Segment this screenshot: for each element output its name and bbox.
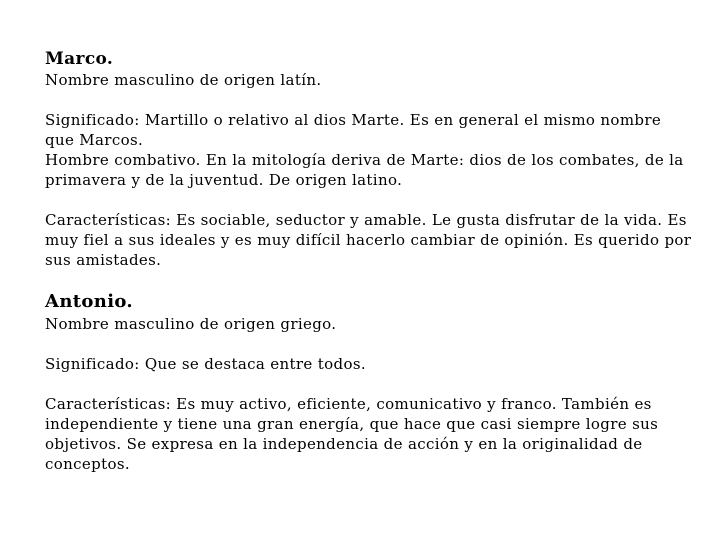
name-title: Antonio.	[45, 291, 134, 312]
spacer	[45, 374, 695, 394]
document-page	[45, 48, 695, 474]
name-title: Marco.	[45, 49, 114, 69]
entry-antonio	[45, 290, 695, 474]
meaning-extra-text: Hombre combativo. En la mitología deriva de Marte: dios de los combates, de la primavera y de la juventud. De origen latino.	[45, 151, 684, 189]
traits-text: Características: Es muy activo, eficiente, comunicativo y franco. También es independiente y tiene una gran energía, que hace que casi siempre logre sus objetivos. Se expresa en la independencia de acción y en la originalidad de conceptos.	[45, 395, 659, 473]
meaning-text: Significado: Martillo o relativo al dios Marte. Es en general el mismo nombre que Marcos.	[45, 111, 662, 149]
spacer	[45, 190, 695, 210]
traits-text: Características: Es sociable, seductor y amable. Le gusta disfrutar de la vida. Es muy fiel a sus ideales y es muy difícil hacerlo cambiar de opinión. Es querido por sus amistades.	[45, 211, 692, 269]
meaning-text: Significado: Que se destaca entre todos.	[45, 355, 367, 373]
origin-text: Nombre masculino de origen latín.	[45, 71, 322, 89]
spacer	[45, 90, 695, 110]
origin-text: Nombre masculino de origen griego.	[45, 315, 337, 333]
spacer	[45, 334, 695, 354]
entry-marco	[45, 48, 695, 270]
